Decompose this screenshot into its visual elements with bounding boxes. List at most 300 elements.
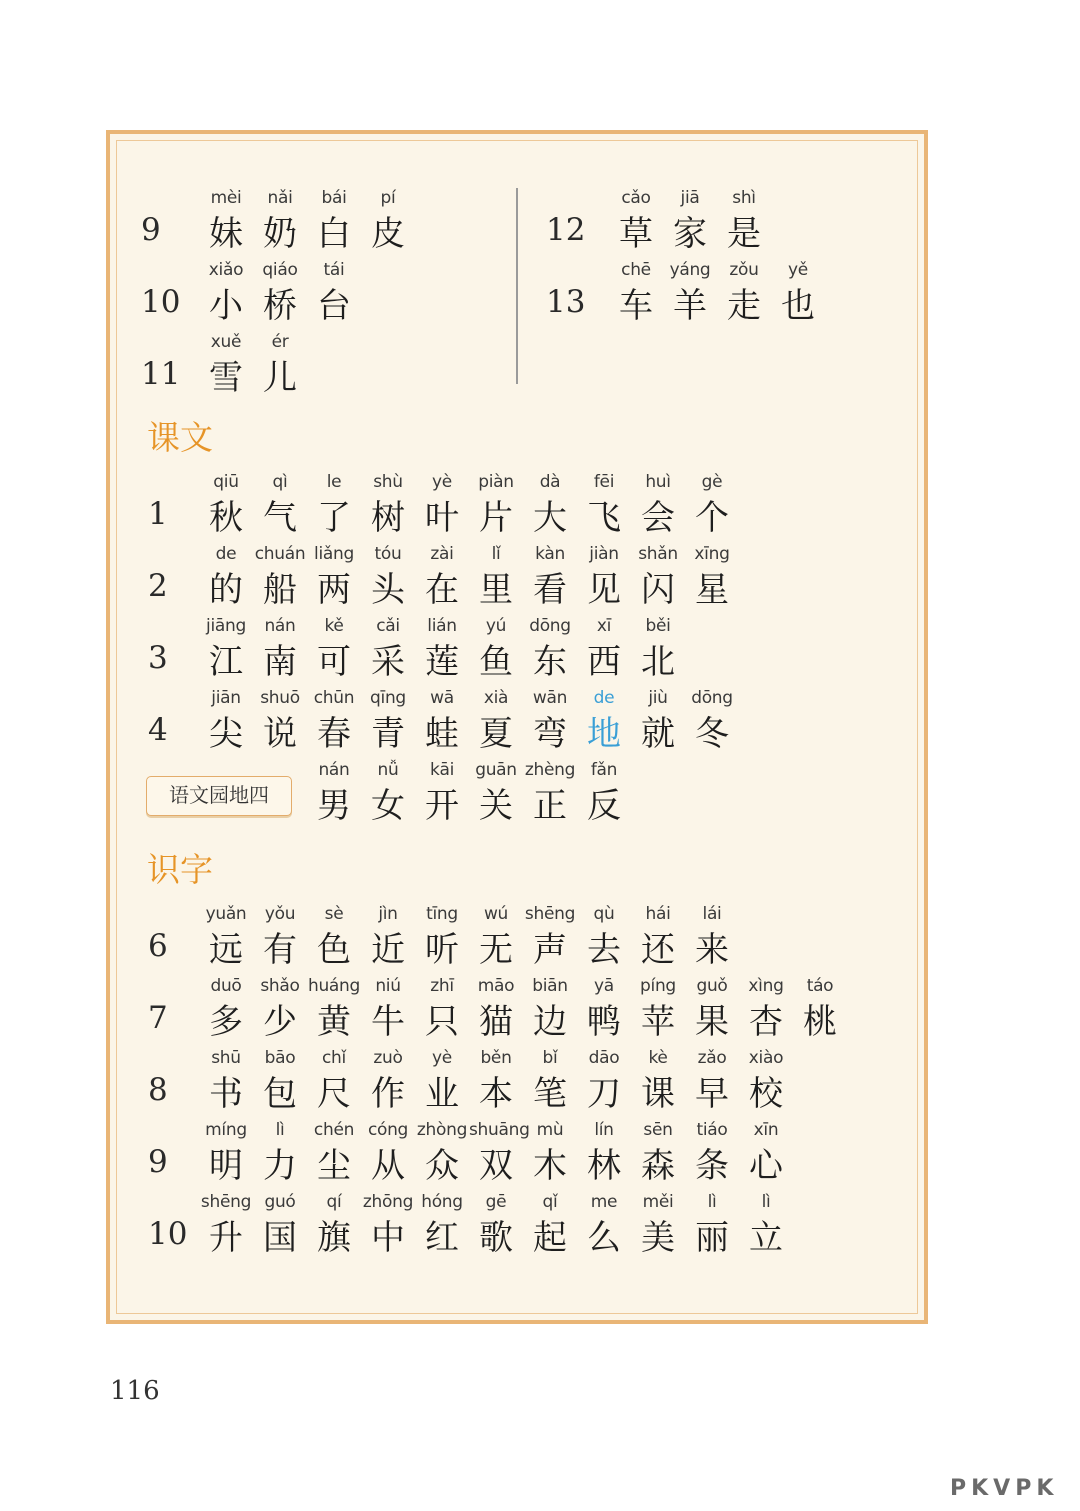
hanzi: 弯 [533,714,567,754]
pinyin: shù [373,472,403,492]
hanzi: 西 [587,642,621,682]
char-cell [685,902,739,972]
hanzi: 片 [479,498,513,538]
char-row [141,330,307,400]
pinyin: běi [645,616,671,636]
pinyin: mèi [210,188,242,208]
hanzi: 闪 [641,570,675,610]
pinyin: sēn [643,1120,673,1140]
pinyin: yè [432,472,452,492]
pinyin: chē [621,260,651,280]
char-cell [307,614,361,684]
hanzi: 在 [425,570,459,610]
pinyin: kāi [429,760,455,780]
pinyin: yā [594,976,614,996]
char-cell [739,1046,793,1116]
pinyin: guǒ [696,976,728,996]
pinyin: hái [645,904,671,924]
pinyin: wān [532,688,568,708]
hanzi: 江 [209,642,243,682]
pinyin: nán [318,760,350,780]
char-row [148,758,631,828]
row-number: 10 [148,1216,188,1252]
hanzi: 鸭 [587,1002,621,1042]
pinyin: liǎng [314,544,354,564]
pinyin: chén [313,1120,355,1140]
char-cell [415,542,469,612]
hanzi: 头 [371,570,405,610]
hanzi: 夏 [479,714,513,754]
char-cell [685,686,739,756]
hanzi: 看 [533,570,567,610]
hanzi: 妹 [209,214,243,254]
char-cell [663,186,717,256]
char-cell [361,974,415,1044]
pinyin: kè [648,1048,668,1068]
pinyin: guān [475,760,517,780]
row-number: 2 [148,568,168,604]
char-cell [253,1118,307,1188]
hanzi: 歌 [479,1218,513,1258]
pinyin: gē [485,1192,507,1212]
char-cell [415,1046,469,1116]
char-cell [469,542,523,612]
char-cell [685,1118,739,1188]
char-cell [523,1190,577,1260]
char-cell [577,974,631,1044]
hanzi: 正 [533,786,567,826]
char-cell [523,1046,577,1116]
char-cell [523,686,577,756]
char-cell [631,974,685,1044]
pinyin: me [590,1192,618,1212]
hanzi: 黄 [317,1002,351,1042]
hanzi: 奶 [263,214,297,254]
hanzi: 的 [209,570,243,610]
hanzi: 众 [425,1146,459,1186]
char-cell [253,330,307,400]
hanzi: 中 [371,1218,405,1258]
hanzi: 里 [479,570,513,610]
pinyin: tiáo [696,1120,728,1140]
char-row [148,686,739,756]
char-cell [361,186,415,256]
char-cell [469,470,523,540]
char-cell [415,758,469,828]
hanzi: 立 [749,1218,783,1258]
hanzi: 升 [209,1218,243,1258]
char-cell [631,470,685,540]
pinyin: le [326,472,342,492]
pinyin: xìng [748,976,784,996]
char-cell [199,258,253,328]
hanzi: 林 [587,1146,621,1186]
pinyin: zài [430,544,454,564]
char-cell [361,542,415,612]
pinyin: wā [430,688,454,708]
hanzi: 莲 [425,642,459,682]
pinyin: běn [480,1048,512,1068]
hanzi: 羊 [673,286,707,326]
pinyin: lì [275,1120,285,1140]
hanzi: 鱼 [479,642,513,682]
char-cell [469,1046,523,1116]
hanzi: 可 [317,642,351,682]
char-cell [253,186,307,256]
hanzi: 会 [641,498,675,538]
hanzi: 了 [317,498,351,538]
hanzi: 桃 [803,1002,837,1042]
char-cell [253,470,307,540]
char-cell [523,470,577,540]
hanzi: 来 [695,930,729,970]
char-row [148,1190,793,1260]
hanzi: 无 [479,930,513,970]
hanzi: 多 [209,1002,243,1042]
pinyin: gè [701,472,723,492]
pinyin: shuāng [469,1120,530,1140]
hanzi: 近 [371,930,405,970]
char-cell [469,1118,530,1188]
hanzi: 刀 [587,1074,621,1114]
char-cell [307,542,361,612]
hanzi: 校 [749,1074,783,1114]
pinyin: tóu [374,544,402,564]
char-cell [685,974,739,1044]
yuwen-yuandi-tag: 语文园地四 [146,776,292,816]
char-cell [663,258,717,328]
pinyin: sè [324,904,344,924]
hanzi: 个 [695,498,729,538]
hanzi: 就 [641,714,675,754]
char-cell [631,542,685,612]
hanzi: 双 [479,1146,513,1186]
hanzi: 声 [533,930,567,970]
hanzi: 么 [587,1218,621,1258]
pinyin: měi [642,1192,674,1212]
pinyin: shēng [524,904,576,924]
row-number: 4 [148,712,168,748]
row-number: 9 [141,212,161,248]
pinyin: yě [788,260,808,280]
char-row [141,258,361,328]
pinyin: huáng [307,976,361,996]
pinyin: tīng [426,904,458,924]
char-cell [361,902,415,972]
char-cell [469,1190,523,1260]
hanzi: 台 [317,286,351,326]
char-cell [253,542,307,612]
char-cell [415,1190,469,1260]
hanzi: 北 [641,642,675,682]
hanzi: 杏 [749,1002,783,1042]
pinyin: kàn [535,544,565,564]
char-cell [469,686,523,756]
char-cell [631,1190,685,1260]
char-cell [577,686,631,756]
char-cell [253,686,307,756]
char-cell [577,470,631,540]
char-row [546,258,825,328]
hanzi: 关 [479,786,513,826]
hanzi: 森 [641,1146,675,1186]
pinyin: yè [432,1048,452,1068]
char-cell [523,542,577,612]
hanzi: 猫 [479,1002,513,1042]
pinyin: xīn [753,1120,779,1140]
hanzi: 有 [263,930,297,970]
hanzi: 尖 [209,714,243,754]
char-cell [253,614,307,684]
pinyin: zhī [430,976,454,996]
char-cell [361,758,415,828]
pinyin: ér [271,332,289,352]
hanzi: 早 [695,1074,729,1114]
pinyin: fǎn [590,760,618,780]
char-cell [577,1190,631,1260]
pinyin: lì [761,1192,771,1212]
hanzi: 尺 [317,1074,351,1114]
pinyin: lián [427,616,457,636]
hanzi: 本 [479,1074,513,1114]
char-cell [717,258,771,328]
char-cell [199,542,253,612]
row-number: 3 [148,640,168,676]
hanzi: 去 [587,930,621,970]
char-cell [361,470,415,540]
char-cell [199,1046,253,1116]
char-cell [307,1046,361,1116]
pinyin: dāo [588,1048,620,1068]
pinyin: chǐ [322,1048,346,1068]
pinyin: jiàn [589,544,619,564]
char-cell [469,902,523,972]
hanzi: 飞 [587,498,621,538]
hanzi: 还 [641,930,675,970]
char-row [148,542,739,612]
hanzi: 桥 [263,286,297,326]
hanzi: 丽 [695,1218,729,1258]
pinyin: biān [532,976,568,996]
hanzi: 冬 [695,714,729,754]
hanzi: 采 [371,642,405,682]
pinyin: táo [806,976,834,996]
pinyin: xiào [748,1048,784,1068]
char-cell [307,258,361,328]
hanzi: 美 [641,1218,675,1258]
char-cell [523,614,577,684]
pinyin: qí [326,1192,342,1212]
char-cell [253,974,307,1044]
row-number: 11 [141,356,181,392]
char-cell [307,758,361,828]
hanzi: 心 [749,1146,783,1186]
hanzi: 也 [781,286,815,326]
char-cell [253,902,307,972]
char-cell [739,1190,793,1260]
row-number: 8 [148,1072,168,1108]
hanzi: 只 [425,1002,459,1042]
pinyin: qù [593,904,615,924]
char-cell [771,258,825,328]
pinyin: yuǎn [205,904,247,924]
pinyin: xiǎo [208,260,244,280]
row-number: 10 [141,284,181,320]
char-cell [199,686,253,756]
pinyin: cǎi [376,616,400,636]
char-cell [523,902,577,972]
pinyin: xuě [210,332,242,352]
hanzi: 见 [587,570,621,610]
hanzi: 地 [587,714,621,754]
char-cell [361,1118,415,1188]
char-cell [307,470,361,540]
hanzi: 春 [317,714,351,754]
hanzi: 苹 [641,1002,675,1042]
char-cell [577,758,631,828]
hanzi: 车 [619,286,653,326]
pinyin: shì [732,188,756,208]
hanzi: 书 [209,1074,243,1114]
hanzi: 秋 [209,498,243,538]
char-cell [199,330,253,400]
pinyin: lái [702,904,722,924]
hanzi: 条 [695,1146,729,1186]
pinyin: nǚ [377,760,399,780]
pinyin: dōng [529,616,571,636]
char-cell [685,1190,739,1260]
char-cell [685,1046,739,1116]
pinyin: shǎo [260,976,300,996]
pinyin: de [593,688,615,708]
hanzi: 东 [533,642,567,682]
char-cell [199,902,253,972]
char-cell [415,686,469,756]
pinyin: tái [323,260,345,280]
hanzi: 牛 [371,1002,405,1042]
pinyin: bāo [264,1048,296,1068]
pinyin: jìn [378,904,398,924]
char-cell [631,902,685,972]
pinyin: jiā [680,188,700,208]
char-cell [361,686,415,756]
pinyin: xī [596,616,612,636]
char-cell [307,1118,361,1188]
hanzi: 叶 [425,498,459,538]
char-cell [739,974,793,1044]
pinyin: lì [707,1192,717,1212]
pinyin: míng [205,1120,247,1140]
hanzi: 说 [263,714,297,754]
row-number: 12 [546,212,586,248]
row-number: 7 [148,1000,168,1036]
char-cell [739,1118,793,1188]
pinyin: lín [594,1120,614,1140]
pinyin: wú [483,904,509,924]
char-cell [199,1118,253,1188]
pinyin: zhòng [416,1120,468,1140]
row-number: 13 [546,284,586,320]
hanzi: 远 [209,930,243,970]
char-row [148,470,739,540]
hanzi: 业 [425,1074,459,1114]
pinyin: chuán [254,544,306,564]
pinyin: qiū [213,472,239,492]
pinyin: dōng [691,688,733,708]
pinyin: yú [485,616,507,636]
pinyin: qiáo [262,260,298,280]
pinyin: cǎo [621,188,651,208]
watermark: PKVPK [950,1476,1059,1501]
pinyin: huì [645,472,671,492]
pinyin: māo [477,976,515,996]
hanzi: 星 [695,570,729,610]
hanzi: 两 [317,570,351,610]
hanzi: 南 [263,642,297,682]
hanzi: 小 [209,286,243,326]
hanzi: 船 [263,570,297,610]
char-row [148,974,847,1044]
pinyin: shuō [260,688,300,708]
row-number: 6 [148,928,168,964]
hanzi: 大 [533,498,567,538]
char-cell [253,258,307,328]
hanzi: 木 [533,1146,567,1186]
hanzi: 男 [317,786,351,826]
hanzi: 树 [371,498,405,538]
hanzi: 起 [533,1218,567,1258]
pinyin: shēng [200,1192,252,1212]
pinyin: xià [483,688,509,708]
hanzi: 国 [263,1218,297,1258]
char-cell [577,542,631,612]
char-cell [577,614,631,684]
char-cell [199,470,253,540]
page-number: 116 [110,1376,160,1406]
hanzi: 尘 [317,1146,351,1186]
pinyin: nǎi [267,188,293,208]
hanzi: 力 [263,1146,297,1186]
hanzi: 色 [317,930,351,970]
hanzi: 儿 [263,358,297,398]
char-cell [685,542,739,612]
hanzi: 包 [263,1074,297,1114]
char-cell [609,186,663,256]
pinyin: zhèng [524,760,576,780]
char-cell [307,186,361,256]
pinyin: xīng [694,544,730,564]
char-cell [415,974,469,1044]
char-cell [577,902,631,972]
hanzi: 反 [587,786,621,826]
pinyin: cóng [367,1120,409,1140]
hanzi: 青 [371,714,405,754]
char-cell [199,614,253,684]
char-cell [631,614,685,684]
hanzi: 雪 [209,358,243,398]
pinyin: qì [272,472,288,492]
pinyin: bǐ [542,1048,558,1068]
pinyin: niú [375,976,401,996]
char-cell [685,470,739,540]
hanzi: 是 [727,214,761,254]
column-divider [516,188,518,384]
pinyin: kě [324,616,344,636]
pinyin: zhōng [362,1192,414,1212]
pinyin: yǒu [264,904,296,924]
char-row [148,1046,793,1116]
hanzi: 听 [425,930,459,970]
